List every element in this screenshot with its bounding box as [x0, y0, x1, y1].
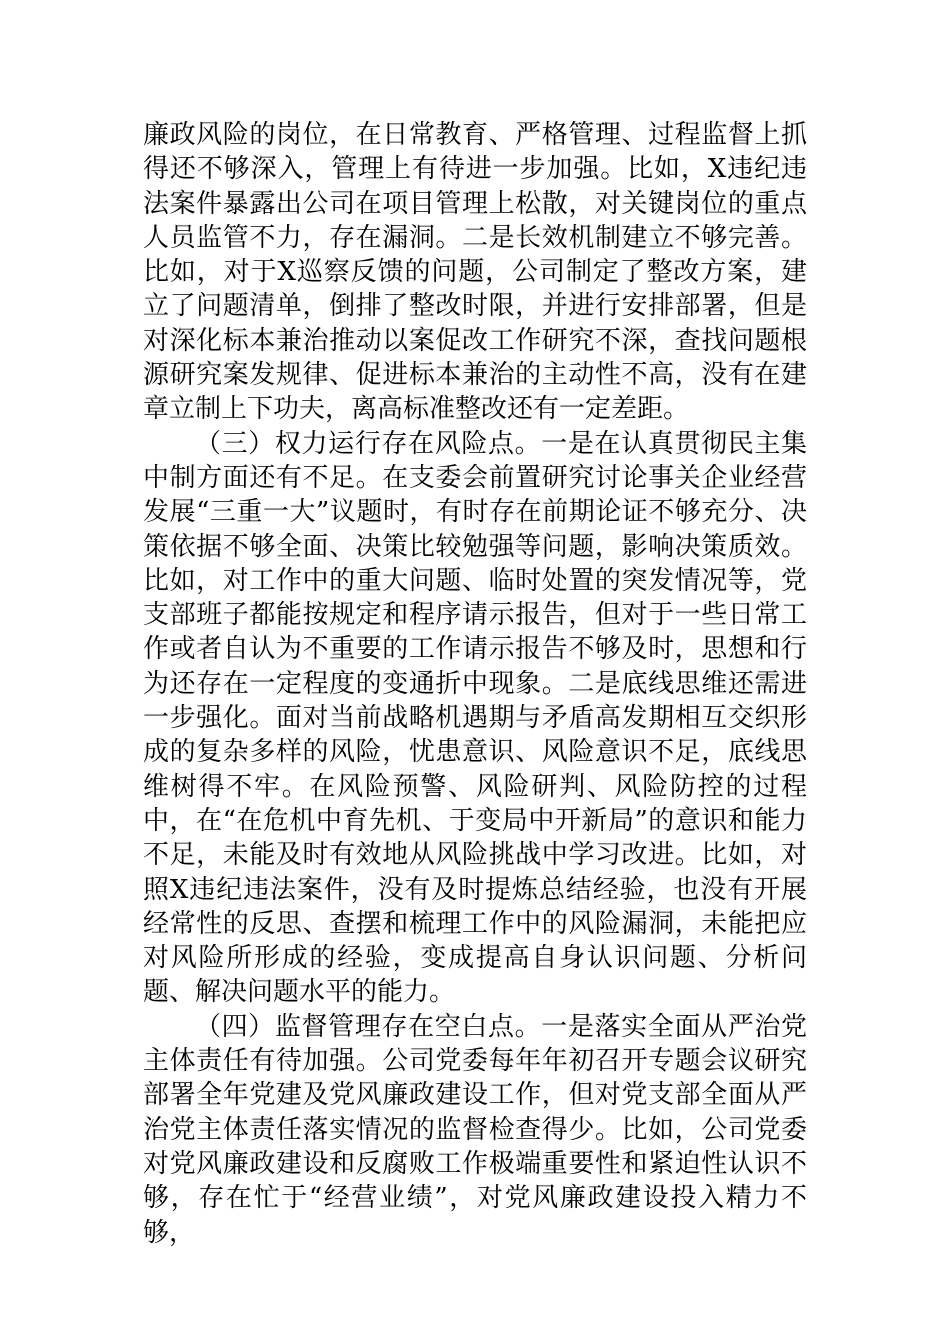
- paragraph-2-power-operation-risks: （三）权力运行存在风险点。一是在认真贯彻民主集中制方面还有不足。在支委会前置研究讨论事关企业经营发展“三重一大”议题时，有时存在前期论证不够充分、决策依据不够全面、决策比较勉强等问题，影响决策质效。比如，对工作中的重大问题、临时处置的突发情况等，党支部班子都能按规定和程序请示报告，但对于一些日常工作或者自认为不重要的工作请示报告不够及时，思想和行为还存在一定程度的变通折中现象。二是底线思维还需进一步强化。面对当前战略机遇期与矛盾高发期相互交织形成的复杂多样的风险，忧患意识、风险意识不足，底线思维树得不牢。在风险预警、风险研判、风险防控的过程中，在“在危机中育先机、于变局中开新局”的意识和能力不足，未能及时有效地从风险挑战中学习改进。比如，对照X违纪违法案件，没有及时提炼总结经验，也没有开展经常性的反思、查摆和梳理工作中的风险漏洞，未能把应对风险所形成的经验，变成提高自身认识问题、分析问题、解决问题水平的能力。: [143, 428, 807, 1008]
- paragraph-1: 廉政风险的岗位，在日常教育、严格管理、过程监督上抓得还不够深入，管理上有待进一步加强。比如，X违纪违法案件暴露出公司在项目管理上松散，对关键岗位的重点人员监管不力，存在漏洞。二是长效机制建立不够完善。比如，对于X巡察反馈的问题，公司制定了整改方案，建立了问题清单，倒排了整改时限，并进行安排部署，但是对深化标本兼治推动以案促改工作研究不深，查找问题根源研究案发规律、促进标本兼治的主动性不高，没有在建章立制上下功夫，离高标准整改还有一定差距。: [143, 120, 807, 425]
- document-page: [143, 118, 807, 1250]
- paragraph-3-supervision-gaps: （四）监督管理存在空白点。一是落实全面从严治党主体责任有待加强。公司党委每年年初召开专题会议研究部署全年党建及党风廉政建设工作，但对党支部全面从严治党主体责任落实情况的监督检查得少。比如，公司党委对党风廉政建设和反腐败工作极端重要性和紧迫性认识不够，存在忙于“经营业绩”，对党风廉政建设投入精力不够，: [143, 1011, 807, 1248]
